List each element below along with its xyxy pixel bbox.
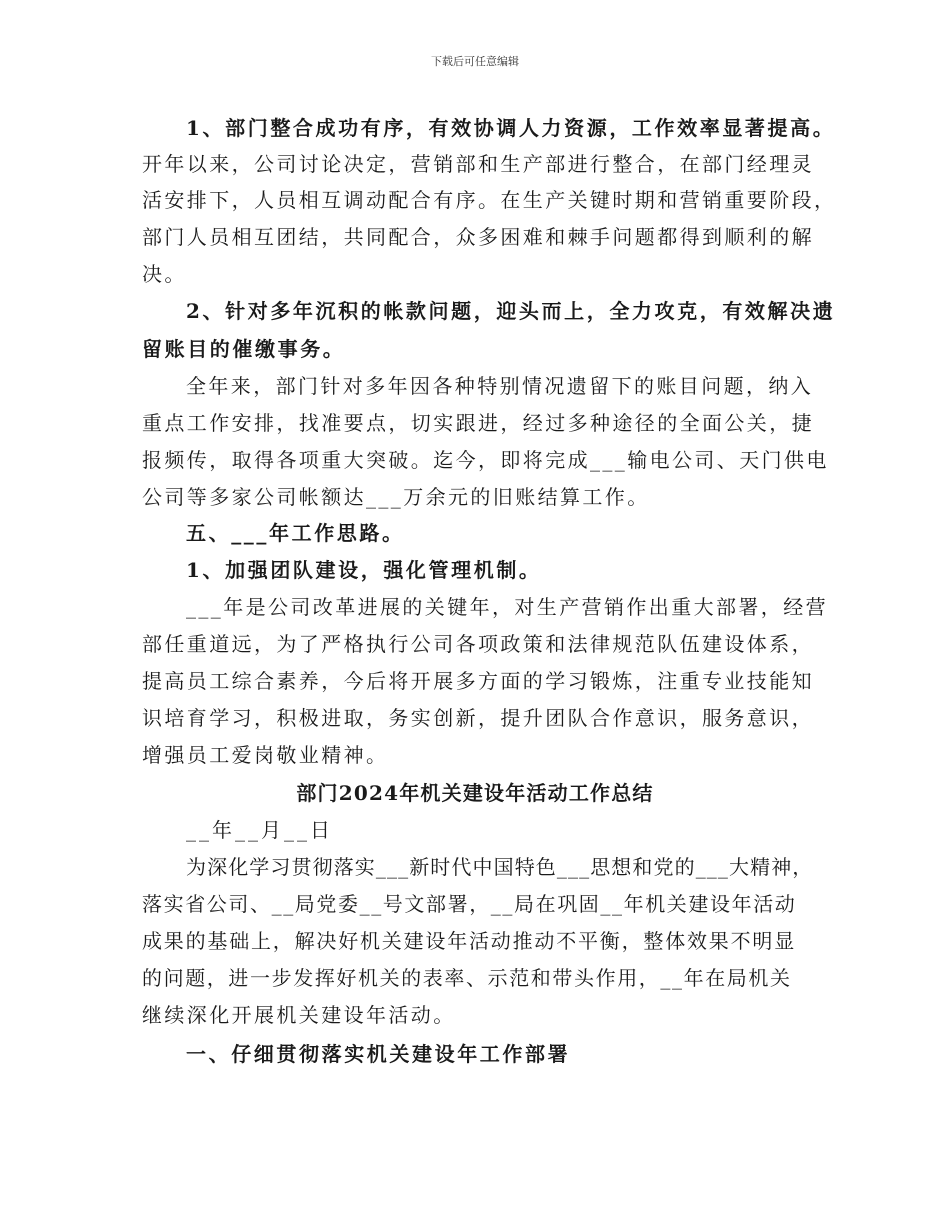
paragraph-line: 报频传，取得各项重大突破。迄今，即将完成___输电公司、天门供电: [142, 448, 829, 472]
paragraph-line: 活安排下，人员相互调动配合有序。在生产关键时期和营销重要阶段，: [142, 188, 837, 212]
section-heading: 留账目的催缴事务。: [142, 337, 346, 361]
paragraph-line: ___年是公司改革进展的关键年，对生产营销作出重大部署，经营: [186, 595, 828, 619]
section-heading: 2、针对多年沉积的帐款问题，迎头而上，全力攻克，有效解决遗: [186, 299, 836, 323]
paragraph-line: 识培育学习，积极进取，务实创新，提升团队合作意识，服务意识，: [142, 706, 814, 730]
paragraph-line: 成果的基础上，解决好机关建设年活动推动不平衡，整体效果不明显: [142, 929, 796, 953]
paragraph-line: 重点工作安排，找准要点，切实跟进，经过多种途径的全面公关，捷: [142, 411, 814, 435]
section-heading: 一、仔细贯彻落实机关建设年工作部署: [186, 1042, 571, 1066]
paragraph-line: 的问题，进一步发挥好机关的表率、示范和带头作用，__年在局机关: [142, 966, 792, 990]
paragraph-line: 开年以来，公司讨论决定，营销部和生产部进行整合，在部门经理灵: [142, 152, 814, 176]
paragraph-line: 决。: [142, 262, 187, 286]
paragraph-line: 部门人员相互团结，共同配合，众多困难和棘手问题都得到顺利的解: [142, 225, 814, 249]
section-heading: 1、加强团队建设，强化管理机制。: [186, 558, 542, 582]
section-heading: 五、___年工作思路。: [186, 521, 405, 545]
paragraph-line: 全年来，部门针对多年因各种特别情况遗留下的账目问题，纳入: [186, 374, 814, 398]
page-header: 下载后可任意编辑: [431, 55, 519, 68]
paragraph-line: 增强员工爱岗敬业精神。: [142, 743, 389, 767]
paragraph-line: 公司等多家公司帐额达___万余元的旧账结算工作。: [142, 485, 650, 509]
paragraph-line: 提高员工综合素养，今后将开展多方面的学习锻炼，注重专业技能知: [142, 669, 814, 693]
document-title: 部门2024年机关建设年活动工作总结: [296, 781, 654, 805]
date-line: __年__月__日: [186, 818, 333, 842]
paragraph-line: 落实省公司、__局党委__号文部署，__局在巩固__年机关建设年活动: [142, 892, 797, 916]
paragraph-line: 部任重道远，为了严格执行公司各项政策和法律规范队伍建设体系，: [142, 632, 814, 656]
paragraph-line: 继续深化开展机关建设年活动。: [142, 1003, 456, 1027]
section-heading: 1、部门整合成功有序，有效协调人力资源，工作效率显著提高。: [186, 116, 836, 140]
paragraph-line: 为深化学习贯彻落实___新时代中国特色___思想和党的___大精神，: [186, 855, 814, 879]
